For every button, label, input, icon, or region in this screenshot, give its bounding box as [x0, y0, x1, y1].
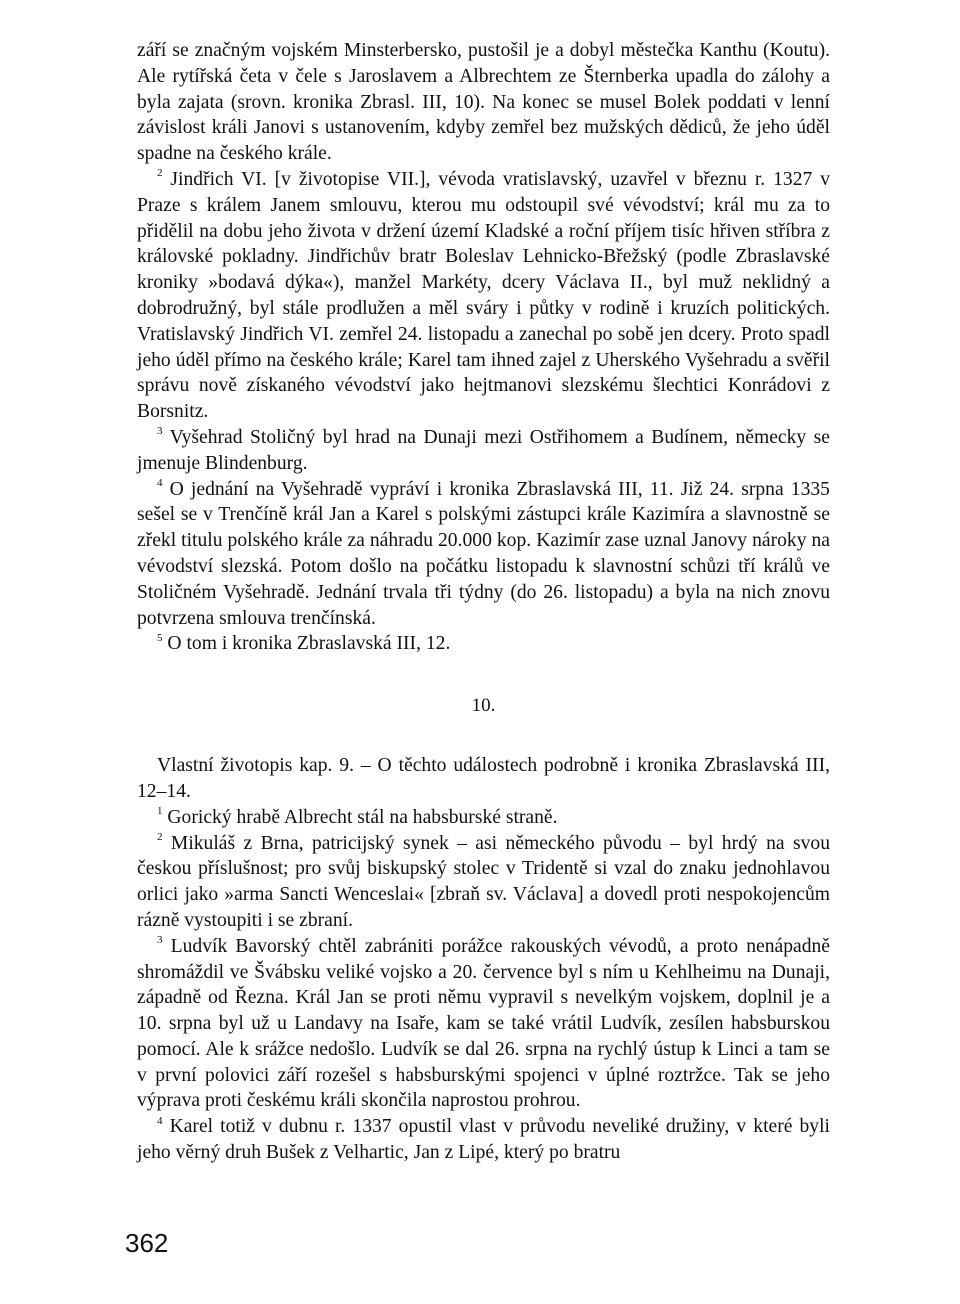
footnote-text: O jednání na Vyšehradě vypráví i kronika Zbraslavská III, 11. Již 24. srpna 1335 sešel se v Trenčíně král Jan a Karel s polskými zástupci krále Kazimíra a slavnostně se zřekl titulu polského krále za náhradu 20.000 kop. Kazimír zase uznal Janovy nároky na vévodství slezská. Potom došlo na počátku listopadu k slavnostní schůzi tří králů ve Stoličném Vyšehradě. Jednání trvala tři týdny (do 26. listopadu) a byla na nich znovu potvrzena smlouva trenčínská. [137, 478, 830, 629]
footnote-text: Mikuláš z Brna, patricijský synek – asi německého původu – byl hrdý na svou českou příslušnost; pro svůj biskupský stolec v Tridentě si vzal do znaku jednohlavou orlici jako »arma Sancti Wenceslai« [zbraň sv. Václava] a dovedl proti nespokojencům rázně vystoupiti i se zbraní. [137, 832, 830, 931]
footnote-4 [137, 477, 830, 632]
footnote-marker: 2 [157, 167, 163, 180]
section-number: 10. [471, 695, 496, 717]
footnote-text: Vyšehrad Stoličný byl hrad na Dunaji mezi Ostřihomem a Budínem, německy se jmenuje Blindenburg. [137, 426, 830, 474]
footnote-continuation [137, 38, 830, 167]
footnote-marker: 3 [157, 934, 163, 947]
section-note-2 [137, 831, 830, 934]
footnote-marker: 2 [157, 830, 163, 843]
footnote-text: Jindřich VI. [v životopise VII.], vévoda vratislavský, uzavřel v březnu r. 1327 v Praze s králem Janem smlouvu, kterou mu odstoupil své vévodství; král mu za to přidělil na dobu jeho života v držení území Kladské a roční příjem tisíc hřiven stříbra z královské pokladny. Jindřichův bratr Boleslav Lehnicko-Břežský (podle Zbraslavské kroniky »bodavá dýka«), manžel Markéty, dcery Václava II., byl muž neklidný a dobrodružný, byl stále prodlužen a měl sváry i půtky v rodině i kruzích politických. Vratislavský Jindřich VI. zemřel 24. listopadu a zanechal po sobě jen dcery. Proto spadl jeho úděl přímo na českého krále; Karel tam ihned zajel z Uherského Vyšehradu a svěřil správu nově získaného vévodství jako hejtmanovi slezskému šlechtici Konrádovi z Borsnitz. [137, 168, 830, 423]
footnote-text: září se značným vojském Minsterbersko, pustošil je a dobyl městečka Kanthu (Koutu). Ale rytířská četa v čele s Jaroslavem a Albrechtem ze Šternberka upadla do zálohy a byla zajata (srovn. kronika Zbrasl. III, 10). Na konec se musel Bolek poddati v lenní závislost králi Janovi s ustanovením, kdyby zemřel bez mužských dědiců, že jeho úděl spadne na českého krále. [137, 40, 830, 165]
section-note-3 [137, 934, 830, 1115]
footnote-text: O tom i kronika Zbraslavská III, 12. [167, 633, 451, 655]
section-intro [137, 753, 830, 805]
footnote-text: Ludvík Bavorský chtěl zabrániti porážce rakouských vévodů, a proto nenápadně shromáždil ve Švábsku veliké vojsko a 20. července byl s ním u Kehlheimu na Dunaji, západně od Řezna. Král Jan se proti němu vypravil s nevelkým vojskem, doplnil je a 10. srpna byl už u Landavy na Isaře, kam se také vrátil Ludvík, zesílen habsburskou pomocí. Ale k srážce nedošlo. Ludvík se dal 26. srpna na rychlý ústup k Linci a tam se v první polovici září rozešel s habsburskými spojenci v úplné roztržce. Tak se jeho výprava proti českému králi skončila naprostou prohrou. [137, 935, 830, 1112]
footnote-text: Gorický hrabě Albrecht stál na habsburské straně. [167, 806, 558, 828]
footnote-5 [137, 631, 830, 657]
page-number: 362 [125, 1228, 169, 1258]
section-note-1 [137, 805, 830, 831]
page-body [137, 38, 830, 1166]
footnote-3 [137, 425, 830, 477]
section-intro-text: Vlastní životopis kap. 9. – O těchto událostech podrobně i kronika Zbraslavská III, 12–14. [137, 755, 830, 802]
footnote-text: Karel totiž v dubnu r. 1337 opustil vlast v průvodu neveliké družiny, v které byli jeho věrný druh Bušek z Velhartic, Jan z Lipé, který po bratru [137, 1116, 830, 1164]
footnote-marker: 5 [157, 631, 163, 644]
footnote-marker: 1 [157, 805, 163, 818]
section-note-4 [137, 1114, 830, 1166]
footnote-marker: 4 [157, 1114, 163, 1127]
footnote-marker: 3 [157, 425, 163, 438]
footnote-marker: 4 [157, 477, 163, 490]
footnote-2 [137, 167, 830, 425]
